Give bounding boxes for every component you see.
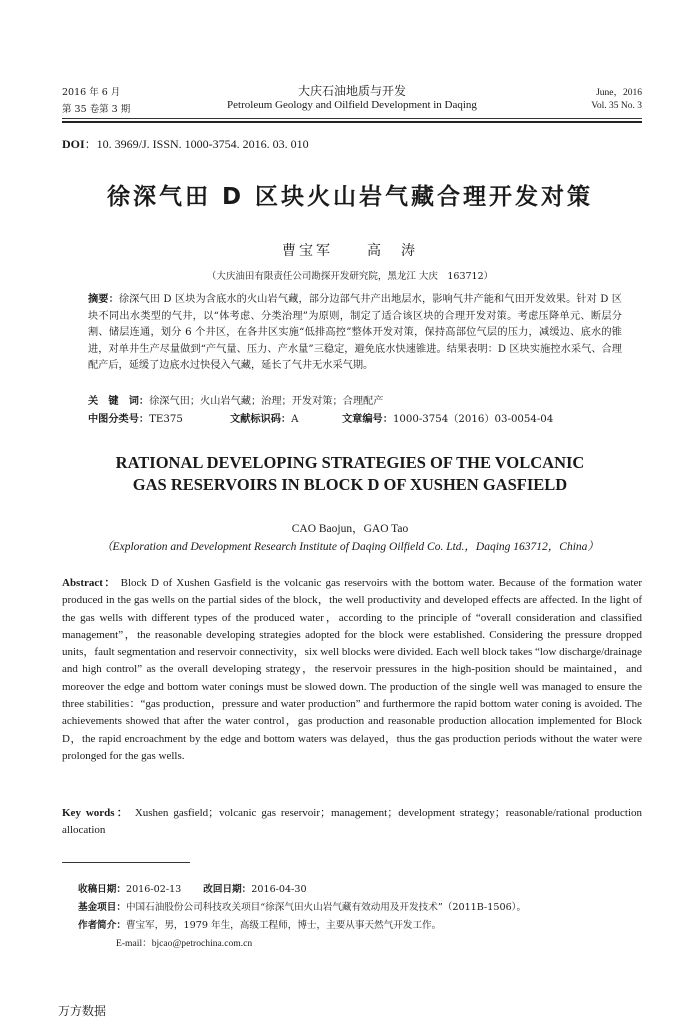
footnote-rule	[62, 862, 190, 863]
footnote-dates	[78, 882, 640, 898]
issue-volume-en: Vol. 35 No. 3	[591, 101, 642, 111]
authors-en: CAO Baojun，GAO Tao	[291, 523, 409, 535]
doi-label: DOI	[62, 137, 85, 151]
affiliation-en: （Exploration and Development Research Institute of Daqing Oilfield Co. Ltd.，Daqing 163712，China）	[101, 541, 599, 553]
paper-title-en-line1: RATIONAL DEVELOPING STRATEGIES OF THE VOLCANIC	[115, 453, 585, 472]
abstract-en-text: Block D of Xushen Gasfield is the volcanic gas reservoirs with the bottom water. Because of the formation water produced in the gas wells on the partial sides of the block，the well productivity and developed effects are affected. In the light of the gas wells with different types of the produced water，according to the principle of “overall consideration and classified management”，the reasonable developing strategies adopted for the block were established. Considering the pressure dropped units，fault segmentation and reservoir connectivity，six well blocks were divided. Each well block takes “low discharge/drainage and high control” as the overall developing strategy，the reservoir pressures in the high-position should be maintained，and moreover the edge and bottom water conings must be slowed down. The production of the single well was managed to ensure the three stabilities：“gas production，pressure and water production” and furthermore the rapid bottom water coning is avoided. The achievements showed that after the water control，gas production and reasonable production allocation implemented for Block D，the rapid encroachment by the edge and bottom waters was delayed，thus the gas production periods without the water were prolonged for the gas wells.	[62, 577, 642, 762]
paper-title-en-line2: GAS RESERVOIRS IN BLOCK D OF XUSHEN GASFIELD	[132, 475, 568, 494]
abstract-en	[62, 575, 642, 765]
revised-label: 改回日期：	[203, 884, 252, 895]
abstract-cn-label: 摘要：	[88, 294, 119, 305]
article-number-value: 1000-3754（2016）03-0054-04	[392, 414, 554, 425]
footnote-author	[78, 918, 640, 934]
keywords-en	[62, 805, 642, 840]
keywords-cn-label: 关 键 词：	[88, 396, 150, 407]
paper-title-cn: 徐深气田 D 区块火山岩气藏合理开发对策	[106, 184, 594, 210]
watermark: 万方数据	[58, 1004, 107, 1018]
abstract-en-label: Abstract：	[62, 577, 117, 589]
header-rule-thick	[62, 121, 642, 123]
issue-date-cn: 2016 年 6 月	[62, 87, 121, 98]
received-label: 收稿日期：	[78, 884, 126, 895]
abstract-cn	[88, 292, 622, 375]
issue-date-en: June，2016	[596, 88, 642, 98]
received-date: 2016-02-13	[125, 884, 182, 895]
keywords-cn	[88, 392, 383, 407]
fund-text: 中国石油股份公司科技攻关项目“徐深气田火山岩气藏有效动用及开发技术”（2011B-1506）。	[125, 902, 527, 913]
article-number	[342, 410, 553, 425]
running-header	[62, 80, 642, 120]
document-code	[230, 410, 298, 425]
author-email: E-mail：bjcao@petrochina.com.cn	[116, 938, 253, 949]
header-rule-thin	[62, 118, 642, 119]
issue-volume-cn: 第 35 卷第 3 期	[62, 104, 131, 115]
doc-code-value: A	[291, 414, 299, 425]
footnote-fund	[78, 900, 640, 916]
keywords-cn-text: 徐深气田；火山岩气藏；治理；开发对策；合理配产	[149, 396, 384, 407]
journal-name-en: Petroleum Geology and Oilfield Development in Daqing	[227, 99, 477, 111]
author-bio-text: 曹宝军，男，1979 年生，高级工程师，博士，主要从事天然气开发工作。	[125, 920, 442, 931]
clc-number	[88, 410, 183, 425]
clc-label: 中图分类号：	[88, 414, 150, 425]
keywords-en-text: Xushen gasfield；volcanic gas reservoir；management；development strategy；reasonable/rational production allocation	[62, 807, 642, 837]
revised-date: 2016-04-30	[251, 884, 307, 895]
doi-value: ：10. 3969/J. ISSN. 1000-3754. 2016. 03. 010	[84, 137, 309, 151]
doc-code-label: 文献标识码：	[230, 414, 292, 425]
keywords-en-label: Key words：	[62, 807, 130, 819]
paper-title-en	[60, 452, 640, 496]
article-number-label: 文章编号：	[342, 414, 393, 425]
abstract-cn-text: 徐深气田 D 区块为含底水的火山岩气藏，部分边部气井产出地层水，影响气井产能和气田开发效果。针对 D 区块不同出水类型的气井，以“体考虑、分类治理”为原则，制定了适合该区块的合理开发对策。考虑压降单元、断层分割、储层连通，划分 6 个井区，在各井区实施“低排高控”整体开发对策，保持高部位气层的压力，减缓边、底水的锥进，对单井生产尽量做到“产气量、压力、产水量”三稳定，避免底水快速锥进。结果表明：D 区块实施控水采气、合理配产后，延缓了边底水过快侵入气藏，延长了气井无水采气期。	[88, 294, 622, 372]
clc-value: TE375	[149, 414, 183, 425]
authors-cn: 曹宝军 高 涛	[282, 243, 418, 259]
doi-line	[62, 135, 309, 152]
fund-label: 基金项目：	[78, 902, 126, 913]
author-bio-label: 作者简介：	[78, 920, 126, 931]
journal-name-cn: 大庆石油地质与开发	[297, 84, 406, 98]
affiliation-cn: （大庆油田有限责任公司勘探开发研究院，黑龙江 大庆 163712）	[206, 271, 494, 282]
